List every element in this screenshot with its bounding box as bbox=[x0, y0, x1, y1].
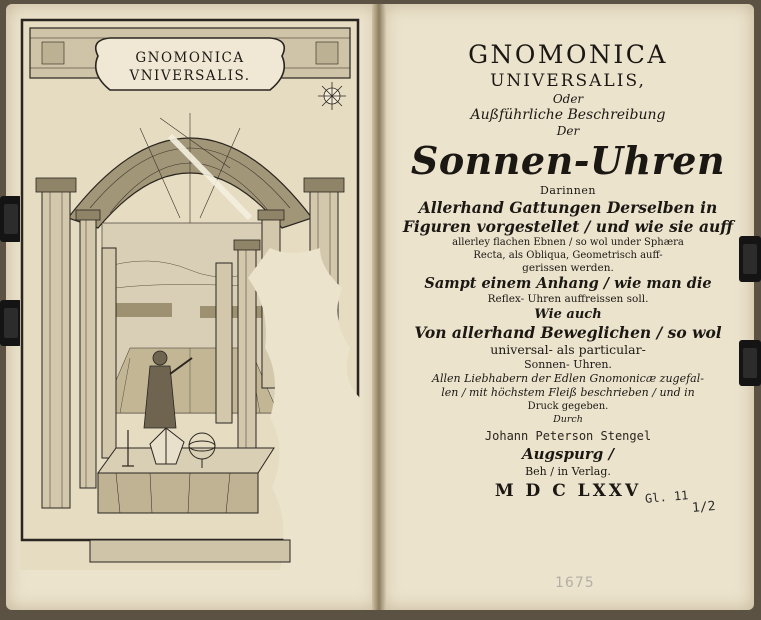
title-line-14: Reflex- Uhren auffreissen soll. bbox=[487, 293, 649, 305]
title-line-12: gerissen werden. bbox=[522, 262, 614, 274]
title-line-17: universal- als particular- bbox=[490, 342, 646, 357]
shelfmark-note-2: 1/2 bbox=[691, 499, 717, 516]
book-gutter bbox=[372, 4, 386, 610]
title-line-22: Durch bbox=[553, 414, 583, 425]
title-line-21: Druck gegeben. bbox=[527, 401, 609, 412]
sun-icon bbox=[318, 82, 346, 110]
title-line-26-date: M D C LXXV bbox=[494, 481, 642, 501]
title-line-5: Der bbox=[556, 124, 580, 138]
binder-clip-left-bottom bbox=[0, 300, 22, 346]
frontispiece-engraving bbox=[20, 18, 360, 570]
title-line-15: Wie auch bbox=[534, 307, 602, 322]
title-line-4: Außführliche Beschreibung bbox=[470, 107, 666, 123]
title-line-7: Darinnen bbox=[540, 184, 596, 197]
title-page-text bbox=[400, 40, 736, 503]
title-line-8: Allerhand Gattungen Derselben in bbox=[418, 198, 718, 217]
shelfmark-note-1: Gl. 11 bbox=[644, 488, 689, 506]
title-line-19: Allen Liebhabern der Edlen Gnomonicæ zugefal- bbox=[432, 372, 704, 385]
title-line-3: Oder bbox=[552, 92, 584, 106]
title-line-9: Figuren vorgestellet / und wie sie auff bbox=[402, 217, 734, 236]
title-line-2: UNIVERSALIS, bbox=[490, 71, 646, 91]
title-line-1: GNOMONICA bbox=[468, 40, 668, 69]
title-line-24: Augspurg / bbox=[522, 445, 614, 463]
binder-clip-right-bottom bbox=[739, 340, 761, 386]
title-line-18: Sonnen- Uhren. bbox=[524, 358, 612, 371]
binder-clip-right-top bbox=[739, 236, 761, 282]
pencil-note: 1675 bbox=[555, 575, 595, 591]
binder-clip-left-top bbox=[0, 196, 22, 242]
title-line-13: Sampt einem Anhang / wie man die bbox=[424, 275, 712, 292]
title-line-25: Beh / in Verlag. bbox=[525, 465, 611, 478]
cartouche-line-2: VNIVERSALIS. bbox=[129, 68, 251, 84]
title-line-6: Sonnen-Uhren bbox=[410, 138, 726, 183]
title-line-11: Recta, als Obliqua, Geometrisch auff- bbox=[473, 250, 663, 261]
title-line-20: len / mit höchstem Fleiß beschrieben / und in bbox=[441, 386, 695, 399]
title-line-23-handwritten: Johann Peterson Stengel bbox=[484, 429, 652, 443]
cartouche-line-1: GNOMONICA bbox=[135, 50, 245, 66]
title-line-10: allerley flachen Ebnen / so wol under Sphæra bbox=[452, 237, 684, 248]
title-line-16: Von allerhand Beweglichen / so wol bbox=[414, 323, 722, 342]
